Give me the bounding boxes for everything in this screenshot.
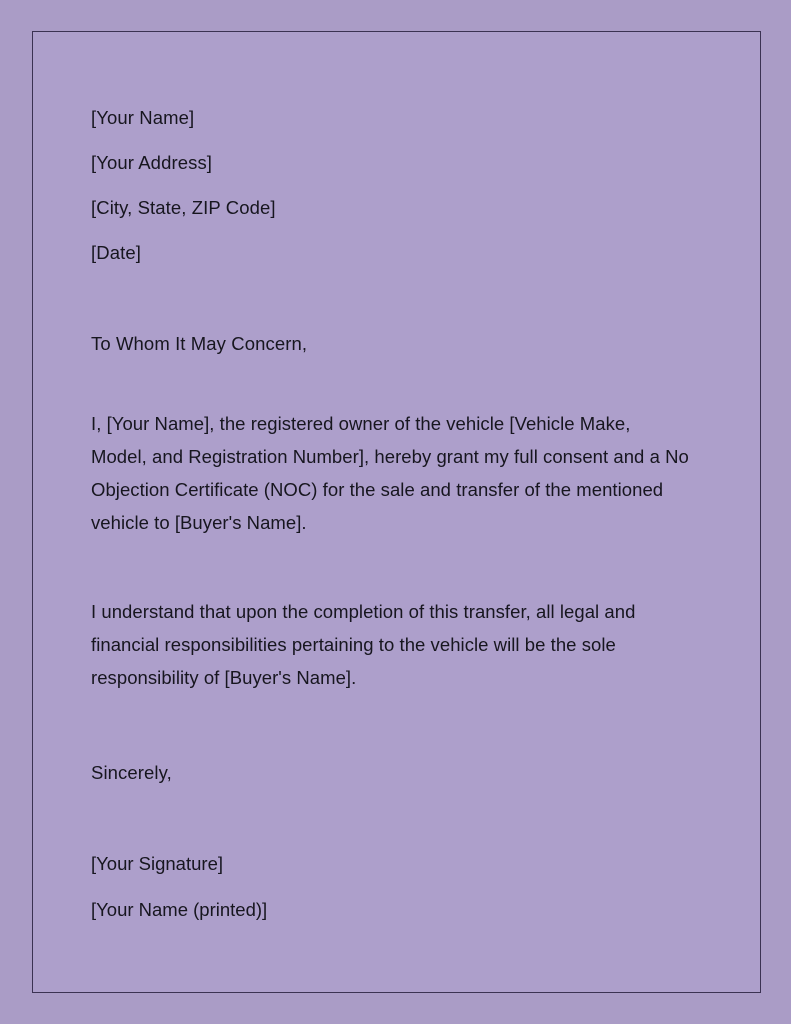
sender-city-state-zip-line: [City, State, ZIP Code] bbox=[91, 197, 276, 218]
letter-content bbox=[91, 95, 691, 933]
closing-line: Sincerely, bbox=[91, 762, 172, 783]
body-paragraph-1: I, [Your Name], the registered owner of the vehicle [Vehicle Make, Model, and Registration Number], hereby grant my full consent and a No Objection Certificate (NOC) for the sale and transfer of the mentioned vehicle to [Buyer's Name]. bbox=[91, 413, 689, 533]
printed-name-line: [Your Name (printed)] bbox=[91, 899, 268, 920]
document-frame bbox=[32, 31, 761, 993]
sender-date-line: [Date] bbox=[91, 242, 141, 263]
signature-block bbox=[91, 841, 691, 933]
salutation-line: To Whom It May Concern, bbox=[91, 333, 308, 354]
sender-name-line: [Your Name] bbox=[91, 107, 195, 128]
sender-address-block bbox=[91, 95, 691, 275]
sender-address-line: [Your Address] bbox=[91, 152, 213, 173]
signature-placeholder-line: [Your Signature] bbox=[91, 853, 223, 874]
body-paragraph-2: I understand that upon the completion of this transfer, all legal and financial responsibilities pertaining to the vehicle will be the sole responsibility of [Buyer's Name]. bbox=[91, 601, 636, 688]
